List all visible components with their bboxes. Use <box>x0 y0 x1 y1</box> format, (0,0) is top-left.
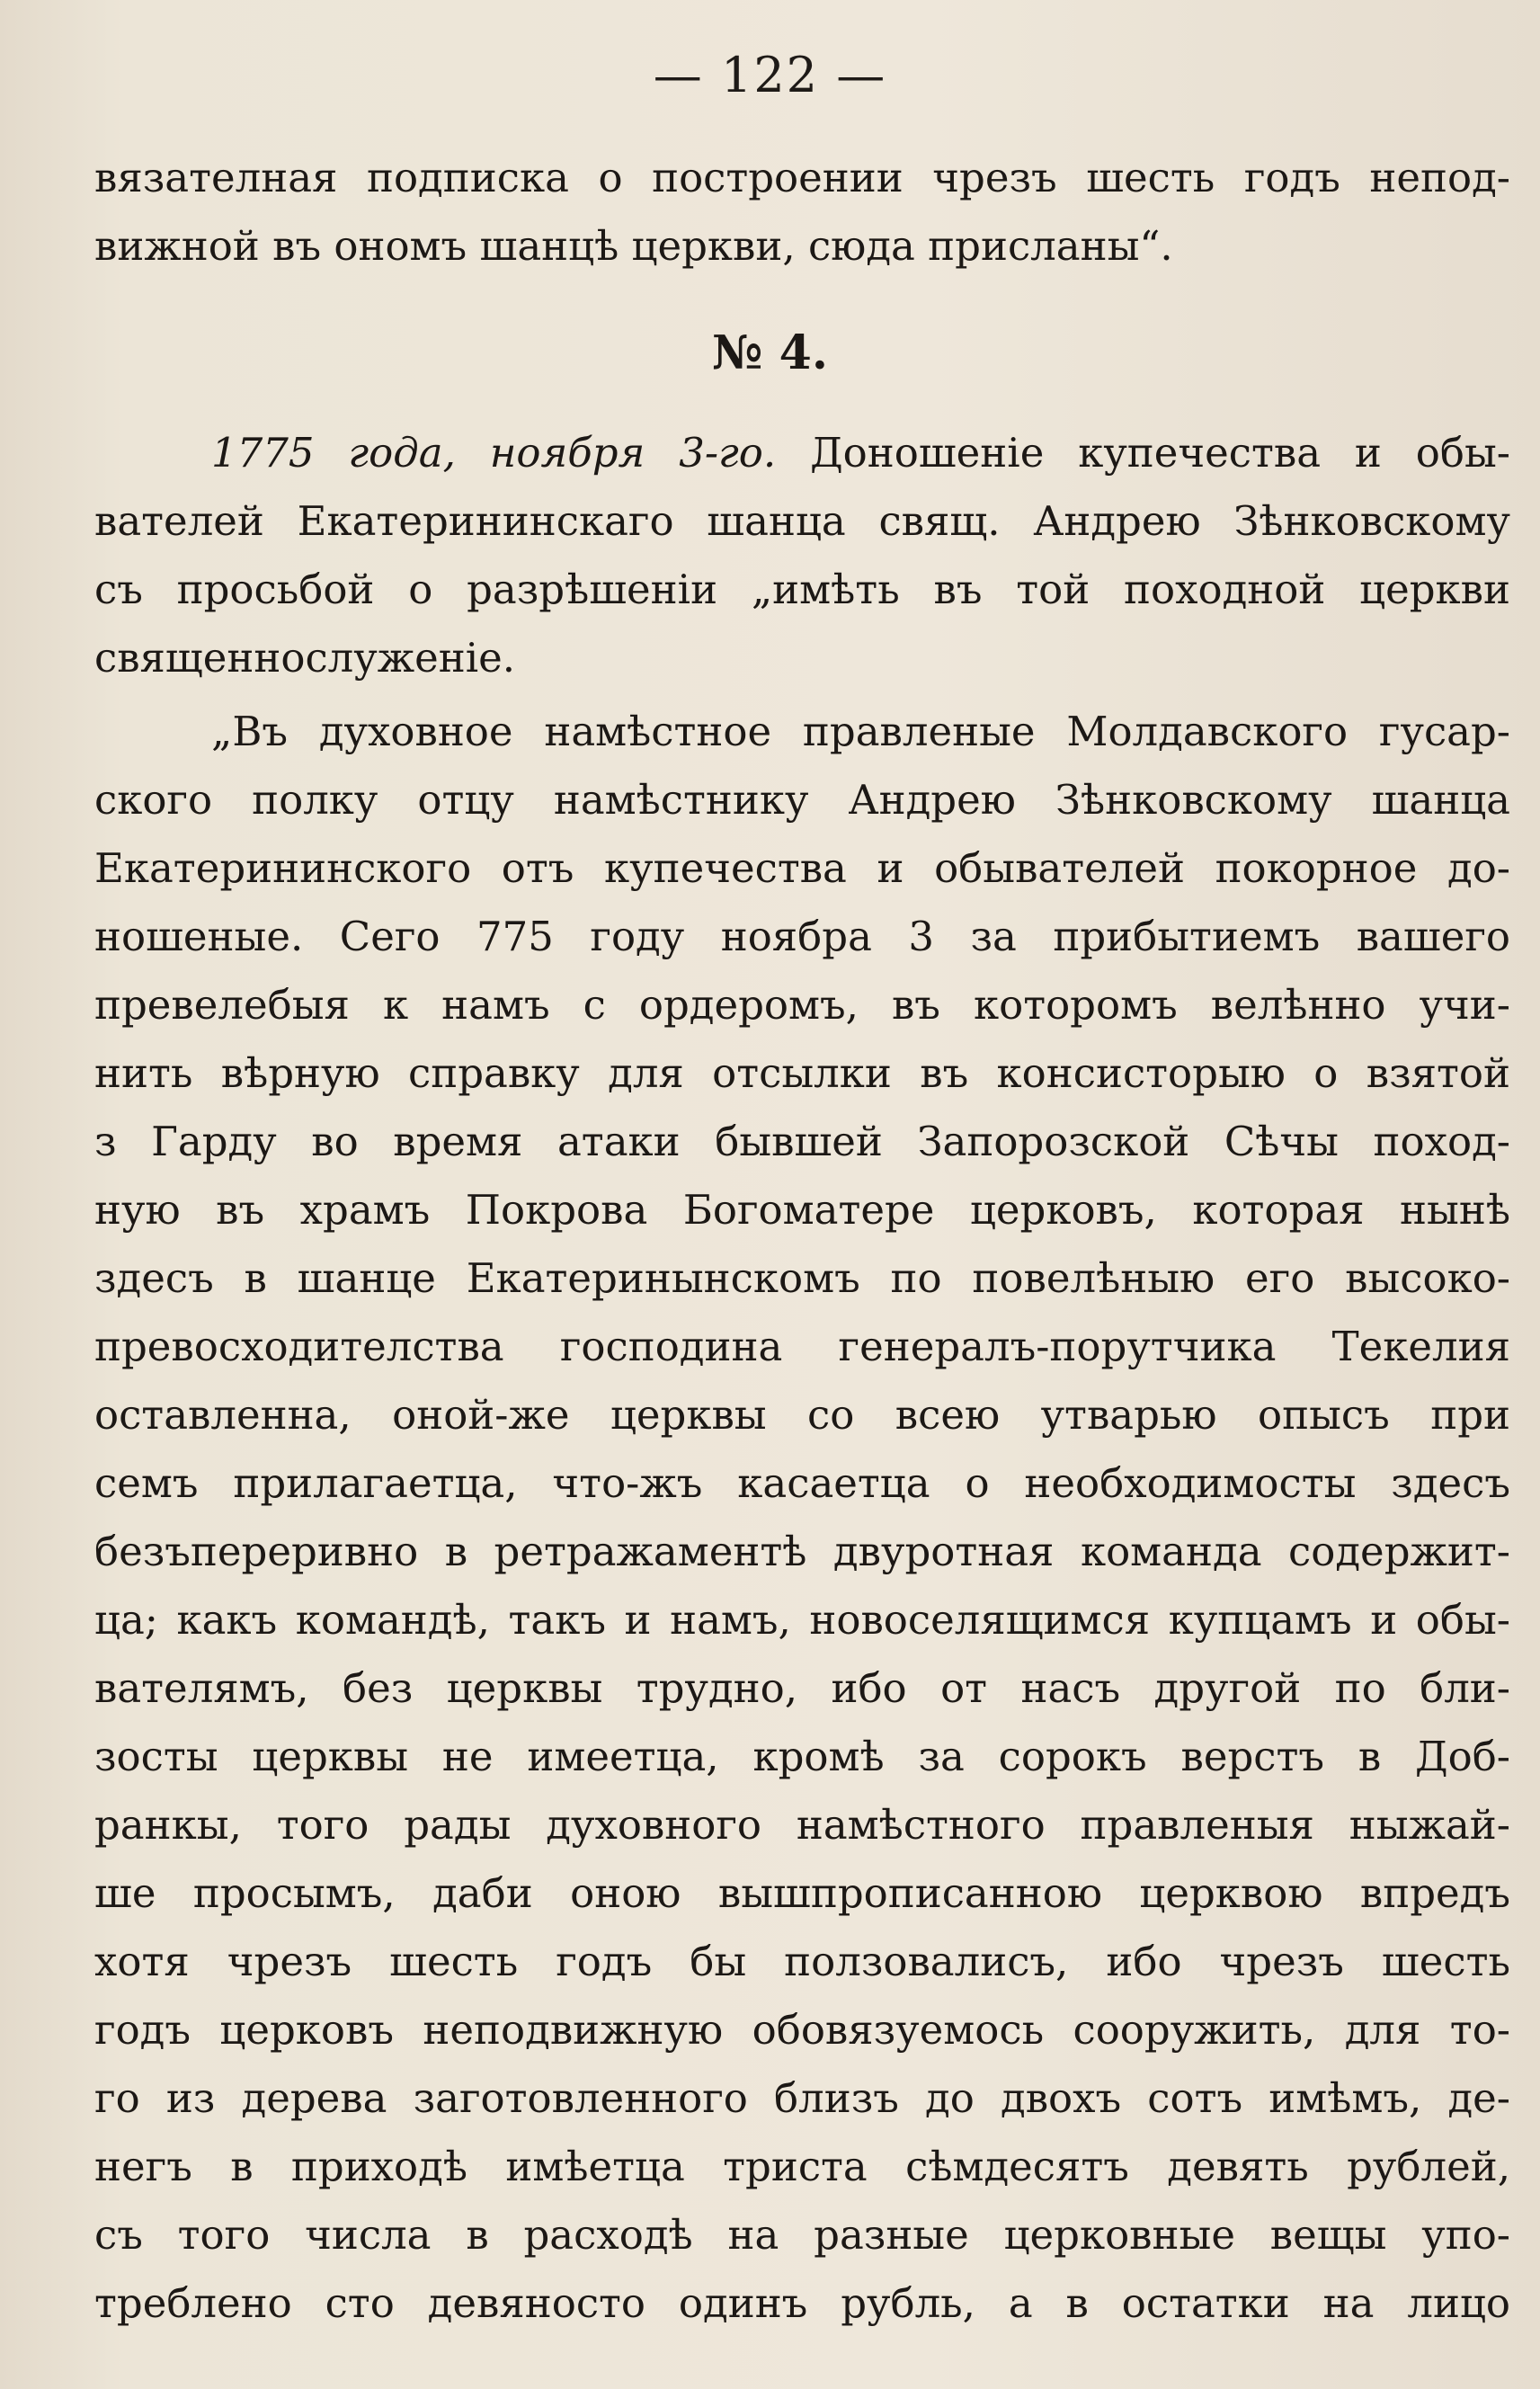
summary-first-line <box>94 419 1510 487</box>
text-line: вателямъ, без церквы трудно, ибо от насъ другой по бли- <box>94 1664 1510 1712</box>
text-line: го из дерева заготовленного близъ до двохъ сотъ имѣмъ, де- <box>94 2074 1510 2122</box>
summary-first-line-rest: Доношеніе купечества и обы- <box>776 429 1510 477</box>
text-line: негъ в приходѣ имѣетца триста сѣмдесятъ девять рублей, <box>94 2143 1510 2190</box>
text-line: ную въ храмъ Покрова Богоматере церковъ, которая нынѣ <box>94 1186 1510 1234</box>
document-date: 1775 года, ноября 3-го. <box>211 429 777 477</box>
text-line: семъ прилагаетца, что-жъ касаетца о необходимосты здесъ <box>94 1459 1510 1507</box>
text-line: „Въ духовное намѣстное правленые Молдавского гусар- <box>211 708 1510 755</box>
text-line: нить вѣрную справку для отсылки въ консисторыю о взятой <box>94 1049 1510 1097</box>
text-line: оставленна, оной-же церквы со всею утварью опысъ при <box>94 1391 1510 1439</box>
text-line: ского полку отцу намѣстнику Андрею Зѣнковскому шанца <box>94 776 1510 824</box>
text-line: превелебыя к намъ с ордеромъ, въ которомъ велѣнно учи- <box>94 981 1510 1029</box>
text-line: превосходителства господина генералъ-порутчика Текелия <box>94 1323 1510 1370</box>
text-line: ца; какъ командѣ, такъ и намъ, новоселящимся купцамъ и обы- <box>94 1596 1510 1644</box>
text-line: з Гарду во время атаки бывшей Запорозской Сѣчы поход- <box>94 1118 1510 1165</box>
text-line: зосты церквы не имеетца, кромѣ за сорокъ верстъ в Доб- <box>94 1733 1510 1780</box>
text-line: ношеные. Сего 775 году ноябра 3 за прибытиемъ вашего <box>94 913 1510 960</box>
text-line: съ просьбой о разрѣшеніи „имѣть въ той походной церкви <box>94 566 1510 613</box>
text-line: ше просымъ, даби оною вышпрописанною церквою впредъ <box>94 1869 1510 1917</box>
text-line: вязателная подписка о построении чрезъ шесть годъ непод- <box>94 154 1510 201</box>
document-number-heading: № 4. <box>712 325 828 380</box>
text-line: вателей Екатерининскаго шанца свящ. Андрею Зѣнковскому <box>94 497 1510 545</box>
text-line: безъпереривно в ретражаментѣ двуротная команда содержит- <box>94 1528 1510 1575</box>
text-line: священнослуженіе. <box>94 634 516 682</box>
text-line: съ того числа в расходѣ на разные церковные вещы упо- <box>94 2211 1510 2259</box>
text-line: хотя чрезъ шесть годъ бы ползовалисъ, ибо чрезъ шесть <box>94 1938 1510 1985</box>
page-number: — 122 — <box>653 47 887 103</box>
text-line: годъ церковъ неподвижную обовязуемось сооружить, для то- <box>94 2006 1510 2054</box>
text-line: треблено сто девяносто одинъ рубль, а в остатки на лицо <box>94 2279 1510 2327</box>
text-line: ранкы, того рады духовного намѣстного правленыя ныжай- <box>94 1801 1510 1849</box>
text-line: Екатерининского отъ купечества и обывателей покорное до- <box>94 844 1510 892</box>
text-line: вижной въ ономъ шанцѣ церкви, сюда присланы“. <box>94 222 1173 270</box>
text-line: здесъ в шанце Екатеринынскомъ по повелѣныю его высоко- <box>94 1254 1510 1302</box>
